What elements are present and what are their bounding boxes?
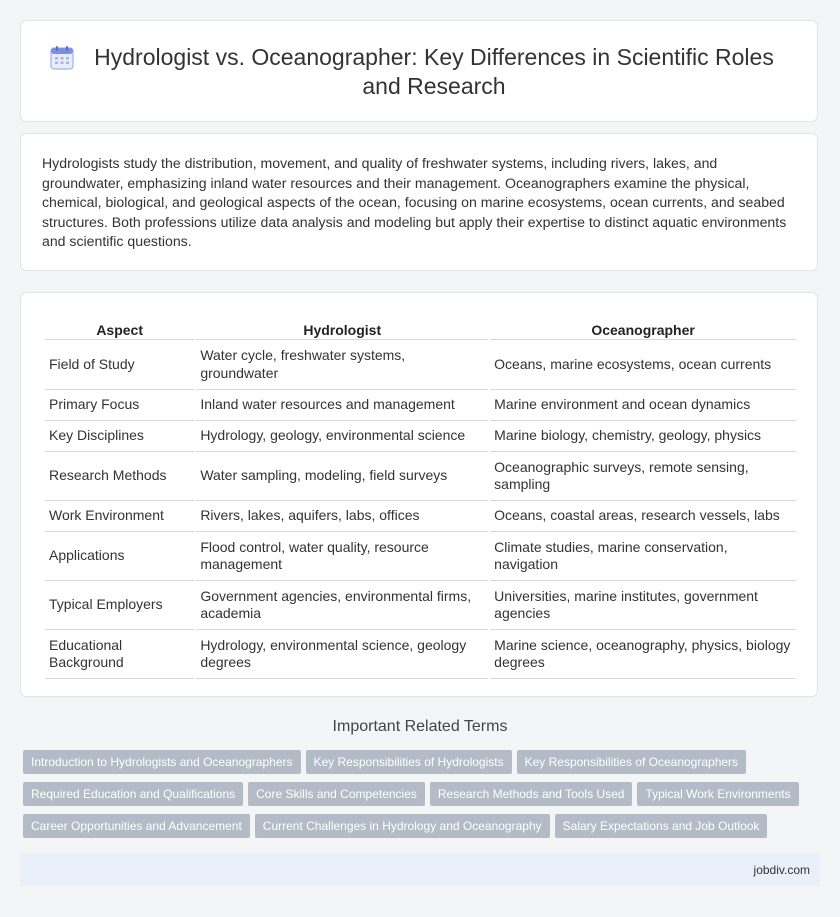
related-term-tag[interactable]: Research Methods and Tools Used: [430, 782, 633, 806]
column-header-hydrologist: Hydrologist: [196, 313, 488, 340]
table-row: [45, 390, 796, 421]
related-term-tag[interactable]: Key Responsibilities of Oceanographers: [517, 750, 746, 774]
table-cell: Marine biology, chemistry, geology, physics: [490, 421, 796, 452]
table-header-row: [45, 313, 796, 340]
column-header-oceanographer: Oceanographer: [490, 313, 796, 340]
page-title: Hydrologist vs. Oceanographer: Key Differences in Scientific Roles and Research: [94, 44, 774, 99]
related-terms-list: [23, 750, 823, 846]
table-row: [45, 421, 796, 452]
table-cell: Rivers, lakes, aquifers, labs, offices: [196, 501, 488, 532]
table-cell: Applications: [45, 532, 194, 581]
related-term-tag[interactable]: Core Skills and Competencies: [248, 782, 425, 806]
footer: [20, 853, 820, 886]
table-cell: Marine environment and ocean dynamics: [490, 390, 796, 421]
header-card: [20, 20, 818, 122]
table-row: [45, 581, 796, 630]
table-cell: Government agencies, environmental firms, academia: [196, 581, 488, 630]
table-cell: Hydrology, geology, environmental science: [196, 421, 488, 452]
table-row: [45, 452, 796, 501]
footer-site-link[interactable]: jobdiv.com: [753, 863, 810, 877]
table-row: [45, 532, 796, 581]
table-row: [45, 630, 796, 679]
table-cell: Water sampling, modeling, field surveys: [196, 452, 488, 501]
table-cell: Primary Focus: [45, 390, 194, 421]
table-cell: Work Environment: [45, 501, 194, 532]
table-cell: Water cycle, freshwater systems, groundwater: [196, 340, 488, 390]
related-term-tag[interactable]: Career Opportunities and Advancement: [23, 814, 250, 838]
table-row: [45, 340, 796, 390]
table-cell: Research Methods: [45, 452, 194, 501]
table-cell: Flood control, water quality, resource management: [196, 532, 488, 581]
related-term-tag[interactable]: Typical Work Environments: [637, 782, 798, 806]
related-term-tag[interactable]: Introduction to Hydrologists and Oceanographers: [23, 750, 301, 774]
table-cell: Inland water resources and management: [196, 390, 488, 421]
intro-card: [20, 133, 818, 271]
tag-row: [23, 782, 823, 814]
related-term-tag[interactable]: Required Education and Qualifications: [23, 782, 243, 806]
related-term-tag[interactable]: Key Responsibilities of Hydrologists: [306, 750, 512, 774]
table-cell: Oceans, coastal areas, research vessels, labs: [490, 501, 796, 532]
related-term-tag[interactable]: Current Challenges in Hydrology and Oceanography: [255, 814, 550, 838]
table-cell: Marine science, oceanography, physics, biology degrees: [490, 630, 796, 679]
comparison-table: [43, 313, 798, 679]
intro-text: Hydrologists study the distribution, movement, and quality of freshwater systems, including rivers, lakes, and groundwater, emphasizing inland water resources and their management. Oceanographers examine the physical, chemical, biological, and geological aspects of the ocean, focusing on marine ecosystems, ocean currents, and seabed structures. Both professions utilize data analysis and modeling but apply their expertise to distinct aquatic environments and scientific questions.: [42, 155, 787, 250]
table-cell: Key Disciplines: [45, 421, 194, 452]
table-cell: Educational Background: [45, 630, 194, 679]
table-cell: Oceans, marine ecosystems, ocean currents: [490, 340, 796, 390]
table-cell: Typical Employers: [45, 581, 194, 630]
table-cell: Oceanographic surveys, remote sensing, sampling: [490, 452, 796, 501]
column-header-aspect: Aspect: [45, 313, 194, 340]
table-row: [45, 501, 796, 532]
table-cell: Hydrology, environmental science, geology degrees: [196, 630, 488, 679]
table-cell: Field of Study: [45, 340, 194, 390]
tag-row: [23, 814, 823, 846]
comparison-card: [20, 292, 818, 697]
related-terms-title: Important Related Terms: [332, 718, 508, 735]
table-cell: Universities, marine institutes, government agencies: [490, 581, 796, 630]
tag-row: [23, 750, 823, 782]
related-term-tag[interactable]: Salary Expectations and Job Outlook: [555, 814, 768, 838]
table-cell: Climate studies, marine conservation, navigation: [490, 532, 796, 581]
